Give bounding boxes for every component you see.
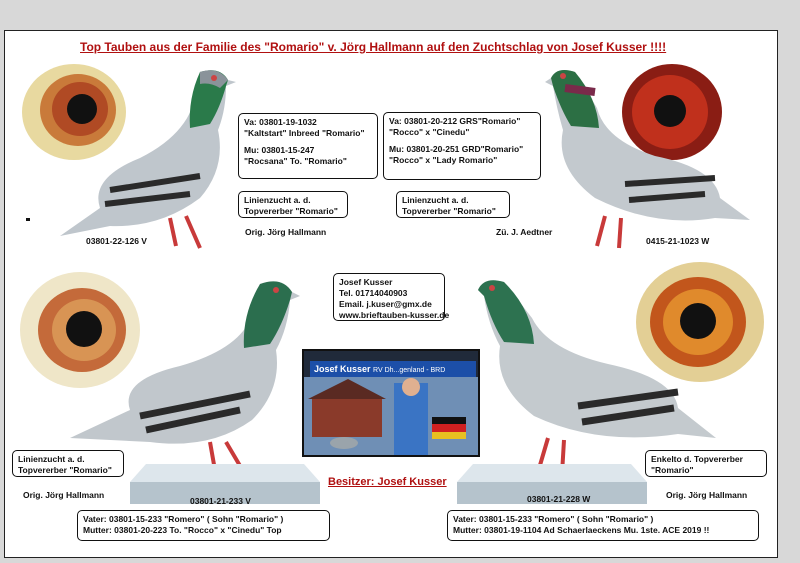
pigeon-photo-bottom-right [478, 268, 718, 478]
origin-bottom-left: Orig. Jörg Hallmann [23, 490, 105, 500]
contact-website: www.brieftauben-kusser.de [339, 310, 450, 320]
ring-number-top-left: 03801-22-126 V [86, 236, 147, 246]
line-breeding-box-bottom-right [645, 450, 767, 477]
photo-banner [310, 361, 476, 377]
photo-scene [304, 377, 478, 455]
line-breeding-text: Linienzucht a. d. [244, 195, 311, 205]
origin-top-right: Zü. J. Aedtner [496, 227, 553, 237]
pedigree-line: "Rocsana" To. "Romario" [244, 156, 347, 166]
line-breeding-text: Enkelto d. Topvererber [651, 454, 743, 464]
photo-banner-rest: RV Dh...genland - BRD [373, 367, 446, 374]
contact-name: Josef Kusser [339, 277, 393, 287]
photo-banner-name: Josef Kusser [314, 364, 371, 374]
pedigree-line: "Rocco" x "Lady Romario" [389, 155, 498, 165]
pedigree-line: Mu: 03801-15-247 [244, 145, 315, 155]
ring-number-bottom-left: 03801-21-233 V [190, 496, 251, 506]
contact-phone: Tel. 01714040903 [339, 288, 408, 298]
contact-box [333, 273, 450, 321]
pedigree-line: "Kaltstart" Inbreed "Romario" [244, 128, 365, 138]
pedigree-line: Mu: 03801-20-251 GRD"Romario" [389, 144, 524, 154]
parent-line: Mutter: 03801-19-1104 Ad Schaerlaeckens Mu. 1ste. ACE 2019 !! [453, 525, 710, 535]
line-breeding-box-bottom-left [12, 450, 124, 477]
line-breeding-text: "Romario" [651, 465, 694, 475]
owner-label: Besitzer: Josef Kusser [328, 476, 447, 488]
pedigree-box-top-right [383, 112, 541, 180]
origin-bottom-right: Orig. Jörg Hallmann [666, 490, 748, 500]
line-breeding-text: Topvererber "Romario" [18, 465, 112, 475]
pedigree-line: Va: 03801-20-212 GRS"Romario" [389, 116, 521, 126]
parents-box-bottom-left [77, 510, 330, 541]
ring-number-top-right: 0415-21-1023 W [646, 236, 710, 246]
contact-email: Email. j.kuser@gmx.de [339, 299, 432, 309]
line-breeding-text: Linienzucht a. d. [402, 195, 469, 205]
ring-number-bottom-right: 03801-21-228 W [527, 494, 591, 504]
line-breeding-text: Topvererber "Romario" [402, 206, 496, 216]
owner-photo [302, 349, 480, 457]
parent-line: Mutter: 03801-20-223 To. "Rocco" x "Cinedu" Top [83, 525, 282, 535]
line-breeding-text: Topvererber "Romario" [244, 206, 338, 216]
line-breeding-box-top-left [238, 191, 348, 218]
parent-line: Vater: 03801-15-233 "Romero" ( Sohn "Romario" ) [453, 514, 654, 524]
flyer-title: Top Tauben aus der Familie des "Romario" v. Jörg Hallmann auf den Zuchtschlag von Josef Kusser !!!! [80, 40, 667, 54]
line-breeding-text: Linienzucht a. d. [18, 454, 85, 464]
line-breeding-box-top-right [396, 191, 510, 218]
scan-speck [26, 218, 30, 221]
parents-box-bottom-right [447, 510, 759, 541]
pigeon-photo-top-right [545, 58, 755, 253]
pedigree-box-top-left [238, 113, 378, 179]
pedigree-line: "Rocco" x "Cinedu" [389, 127, 470, 137]
parent-line: Vater: 03801-15-233 "Romero" ( Sohn "Romario" ) [83, 514, 284, 524]
pedigree-line: Va: 03801-19-1032 [244, 117, 317, 127]
pigeon-photo-top-left [50, 58, 240, 253]
origin-top-left: Orig. Jörg Hallmann [245, 227, 327, 237]
